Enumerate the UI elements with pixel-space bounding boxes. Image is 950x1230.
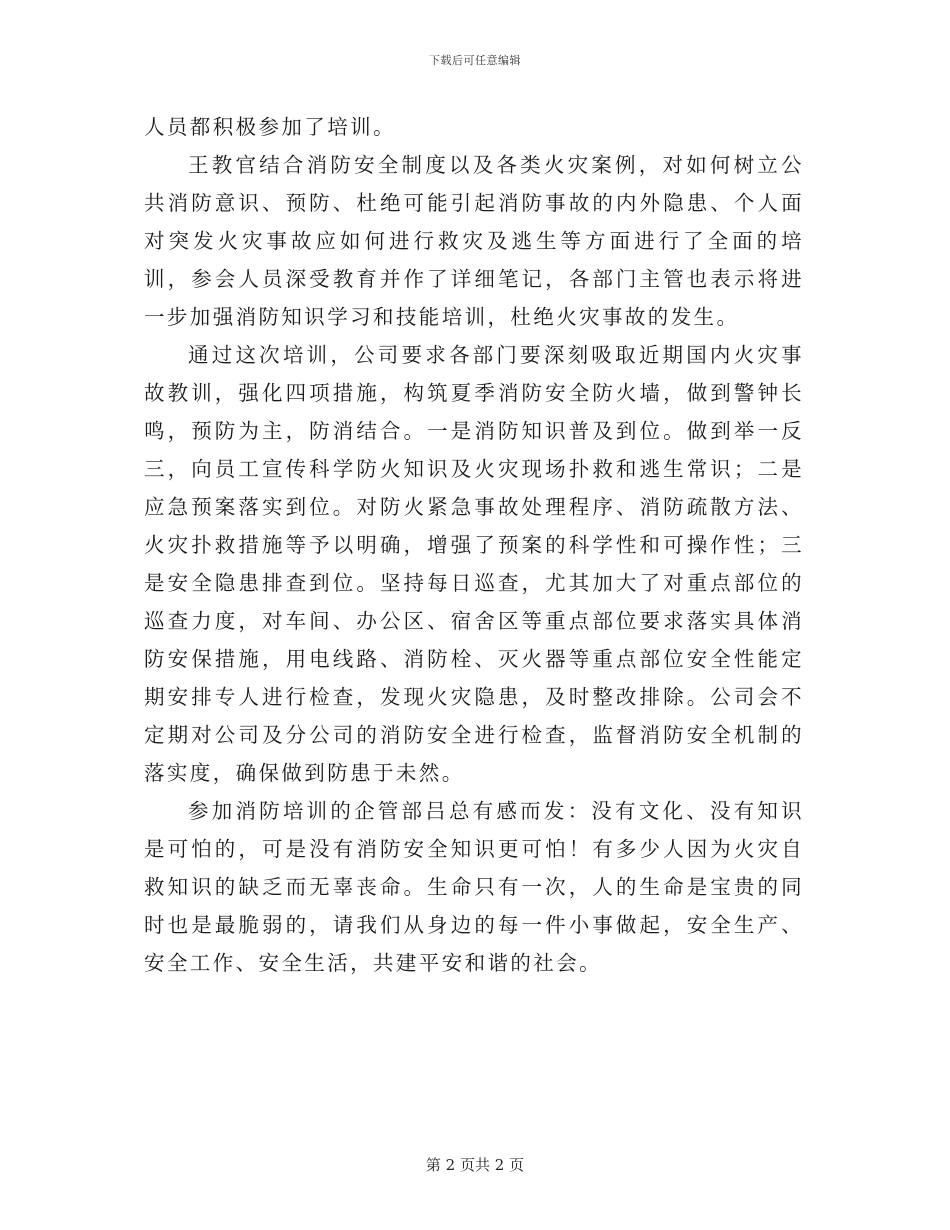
header-edit-note: 下载后可任意编辑 xyxy=(429,54,521,67)
page-number: 第 2 页共 2 页 xyxy=(425,1156,525,1174)
paragraph-company-requirements: 通过这次培训，公司要求各部门要深刻吸取近期国内火灾事故教训，强化四项措施，构筑夏季消防安全防火墙，做到警钟长鸣，预防为主，防消结合。一是消防知识普及到位。做到举一反三，向员工宣传科学防火知识及火灾现场扑救和逃生常识；二是应急预案落实到位。对防火紧急事故处理程序、消防疏散方法、火灾扑救措施等予以明确，增强了预案的科学性和可操作性；三是安全隐患排查到位。坚持每日巡查，尤其加大了对重点部位的巡查力度，对车间、办公区、宿舍区等重点部位要求落实具体消防安保措施，用电线路、消防栓、灭火器等重点部位安全性能定期安排专人进行检查，发现火灾隐患，及时整改排除。公司会不定期对公司及分公司的消防安全进行检查，监督消防安全机制的落实度，确保做到防患于未然。 xyxy=(144,343,804,785)
paragraph-continuation: 人员都积极参加了培训。 xyxy=(144,115,396,139)
paragraph-manager-reflection: 参加消防培训的企管部吕总有感而发：没有文化、没有知识是可怕的，可是没有消防安全知识更可怕！有多少人因为火灾自救知识的缺乏而无辜丧命。生命只有一次，人的生命是宝贵的同时也是最脆弱的，请我们从身边的每一件小事做起，安全生产、安全工作、安全生活，共建平安和谐的社会。 xyxy=(144,799,804,975)
document-body xyxy=(144,108,804,982)
paragraph-training-content: 王教官结合消防安全制度以及各类火灾案例，对如何树立公共消防意识、预防、杜绝可能引起消防事故的内外隐患、个人面对突发火灾事故应如何进行救灾及逃生等方面进行了全面的培训，参会人员深受教育并作了详细笔记，各部门主管也表示将进一步加强消防知识学习和技能培训，杜绝火灾事故的发生。 xyxy=(144,153,804,329)
